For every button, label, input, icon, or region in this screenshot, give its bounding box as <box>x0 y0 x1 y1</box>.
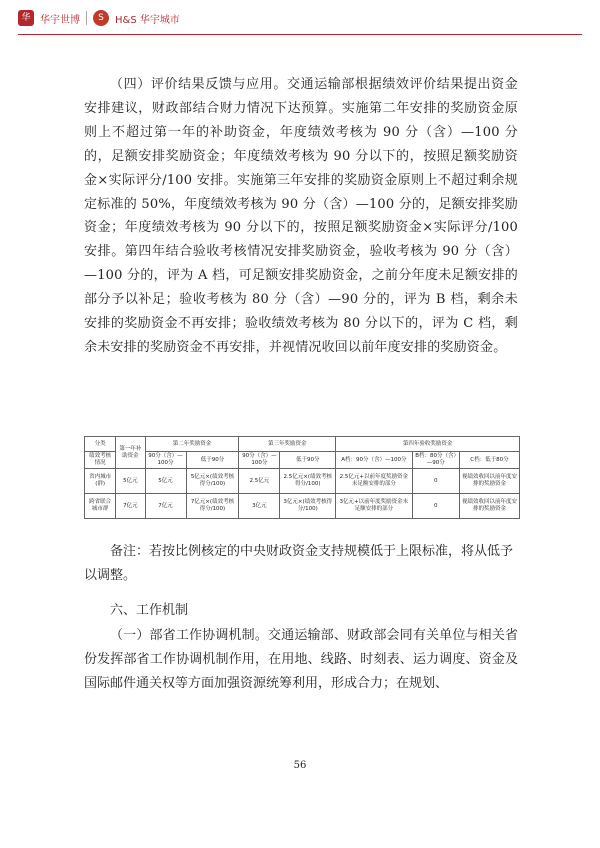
header-y2-b: 低于90分 <box>186 452 239 469</box>
table-note: 备注：若按比例核定的中央财政资金支持规模低于上限标准，将从低予以调整。 <box>84 544 514 583</box>
header-year3: 第三年奖励资金 <box>239 437 336 452</box>
cell-name: 跨省联合城市群 <box>85 494 116 519</box>
header-y4-c: C档：低于80分 <box>459 452 519 469</box>
cell-y4b: 0 <box>412 494 459 519</box>
section-heading: 六、工作机制 <box>110 603 189 618</box>
header-year1: 第一年补助资金 <box>116 437 145 469</box>
cell-y1: 7亿元 <box>116 494 145 519</box>
page-header <box>18 6 180 30</box>
header-category: 分类 <box>85 437 116 452</box>
paragraph-evaluation: （四）评价结果反馈与应用。交通运输部根据绩效评价结果提出资金安排建议，财政部结合财力情况下达预算。实施第二年安排的奖励资金原则上不超过第一年的补助资金，年度绩效考核为 90 分（含）—100 分的，足额安排奖励资金；年度绩效考核为 90 分以下的，按照足额奖励资金×实际评分/100 安排。实施第三年安排的奖励资金原则上不超过剩余规定标准的 50%，年度绩效考核为 90 分（含）—100 分的，足额安排奖励资金；年度绩效考核为 90 分以下的，按照足额奖励资金×实际评分/100 安排。第四年结合验收考核情况安排奖励资金，验收考核为 90 分（含）—100 分的，评为 A 档，可足额安排奖励资金，之前分年度未足额安排的部分予以补足；验收考核为 80 分（含）—90 分的，评为 B 档，剩余未安排的奖励资金不再安排；验收绩效考核为 80 分以下的，评为 C 档，剩余未安排的奖励资金不再安排，并视情况收回以前年度安排的奖励资金。 <box>84 77 518 355</box>
cell-y4a: 3亿元+以前年度奖励资金未足额安排的部分 <box>336 494 412 519</box>
header-perf: 绩效考核情况 <box>85 452 116 469</box>
table-subheader-row <box>85 452 520 469</box>
cell-y2a: 7亿元 <box>145 494 186 519</box>
table-row <box>85 469 520 494</box>
cell-y2b: 5亿元×(绩效考核得分/100) <box>186 469 239 494</box>
cell-y2a: 5亿元 <box>145 469 186 494</box>
cell-y4c: 视绩效收回以前年度安排的奖励资金 <box>459 494 519 519</box>
header-rule <box>18 34 582 35</box>
table-row <box>85 494 520 519</box>
header-y4-a: A档：90分（含）—100分 <box>336 452 412 469</box>
cell-y4b: 0 <box>412 469 459 494</box>
header-year4: 第四年验收奖励资金 <box>336 437 520 452</box>
logo2-text: H&S 华宇城市 <box>115 14 180 26</box>
paragraph-coordination: （一）部省工作协调机制。交通运输部、财政部会同有关单位与相关省份发挥部省工作协调机制作用，在用地、线路、时刻表、运力调度、资金及国际邮件通关权等方面加强资源统筹利用，形成合力；在规划、 <box>84 628 518 691</box>
logo1-icon: 华 <box>18 10 34 26</box>
cell-y4a: 2.5亿元+以前年度奖励资金未足额安排的部分 <box>336 469 412 494</box>
cell-y2b: 7亿元×(绩效考核得分/100) <box>186 494 239 519</box>
header-y3-b: 低于90分 <box>280 452 336 469</box>
cell-y3a: 2.5亿元 <box>239 469 280 494</box>
header-y2-a: 90分（含）—100分 <box>145 452 186 469</box>
cell-name: 省内城市(群) <box>85 469 116 494</box>
cell-y4c: 视绩效收回以前年度安排的奖励资金 <box>459 469 519 494</box>
award-table <box>84 436 520 519</box>
header-year2: 第二年奖励资金 <box>145 437 239 452</box>
cell-y3b: 2.5亿元×(绩效考核得分/100) <box>280 469 336 494</box>
cell-y1: 5亿元 <box>116 469 145 494</box>
cell-y3a: 3亿元 <box>239 494 280 519</box>
logo1-text: 华宇世博 <box>40 14 80 26</box>
page-number: 56 <box>293 760 307 771</box>
logo2-icon: S <box>93 10 109 26</box>
header-y3-a: 90分（含）—100分 <box>239 452 280 469</box>
header-y4-b: B档：80分（含）—90分 <box>412 452 459 469</box>
cell-y3b: 3亿元×(绩效考核得分/100) <box>280 494 336 519</box>
logo-divider <box>86 11 87 25</box>
table-header-row <box>85 437 520 452</box>
